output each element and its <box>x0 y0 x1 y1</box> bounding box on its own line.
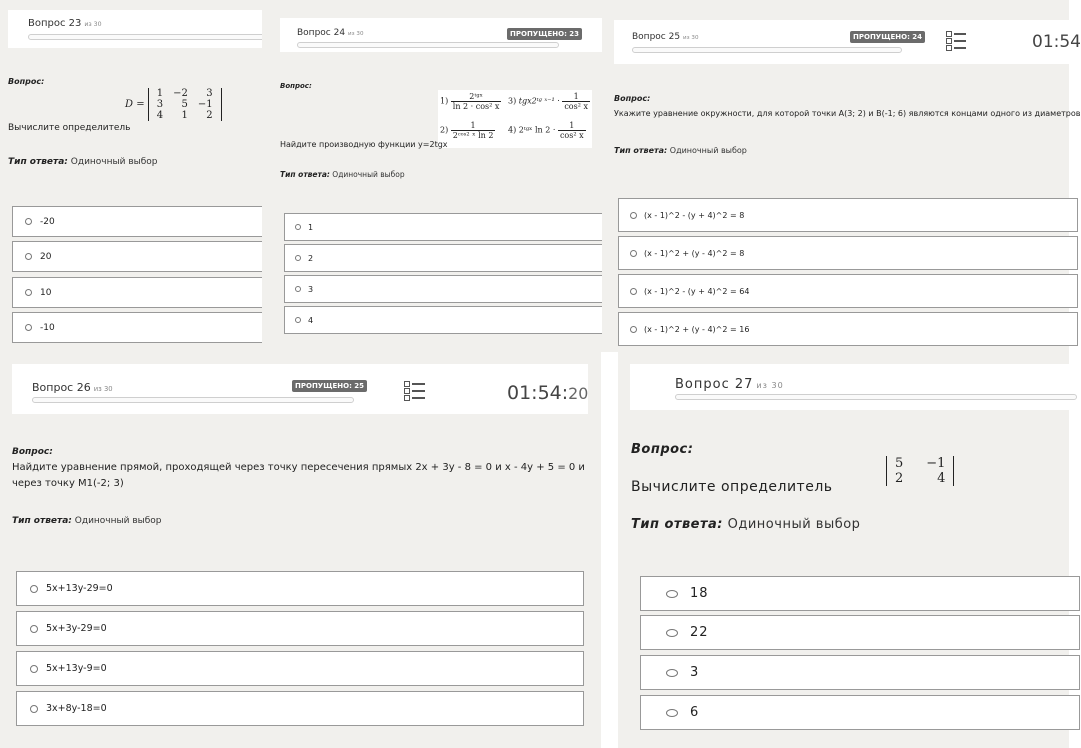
matrix-cell: 5 <box>181 99 188 110</box>
progress-bar <box>297 42 559 48</box>
option-label: 5x+3y-29=0 <box>46 623 107 634</box>
denominator: ln 2 · cos² x <box>452 102 500 111</box>
matrix-cell: 1 <box>181 110 188 121</box>
radio-button[interactable] <box>25 218 32 225</box>
answer-type-label: Тип ответа: <box>12 516 72 526</box>
question-24-title <box>297 28 364 38</box>
progress-bar <box>32 397 354 403</box>
numerator: 2ᵗᵍˣ <box>451 92 502 102</box>
fraction <box>558 121 586 140</box>
option-label: 3x+8y-18=0 <box>46 703 107 714</box>
numerator: 1 <box>562 92 590 102</box>
question-label: Вопрос: <box>614 94 651 103</box>
option-label: (x - 1)^2 - (y + 4)^2 = 8 <box>644 210 745 220</box>
answer-type-value: Одиночный выбор <box>669 146 747 155</box>
answer-option[interactable] <box>284 244 614 272</box>
question-25-panel <box>602 0 1081 352</box>
radio-button[interactable] <box>666 629 678 637</box>
progress-bar <box>28 34 270 40</box>
question-25-header <box>614 20 1081 64</box>
question-23-title <box>28 18 102 29</box>
matrix-cell: −1 <box>197 99 213 110</box>
option-label: (x - 1)^2 - (y + 4)^2 = 64 <box>644 286 750 296</box>
formula-prefix: tgx2ᵗᵍ ˣ⁻¹ · <box>518 96 560 106</box>
option-label: 5x+13y-29=0 <box>46 583 113 594</box>
question-23-header <box>8 10 262 48</box>
answer-option[interactable] <box>618 312 1078 346</box>
radio-button[interactable] <box>30 665 38 673</box>
question-total: из 30 <box>84 21 102 28</box>
option-label: -10 <box>40 322 55 333</box>
determinant-matrix <box>886 456 954 486</box>
radio-button[interactable] <box>295 224 301 230</box>
answer-option[interactable] <box>618 198 1078 232</box>
question-number: Вопрос 24 <box>297 28 346 38</box>
option-label: 6 <box>690 705 700 720</box>
option-label: (x - 1)^2 + (y - 4)^2 = 8 <box>644 248 745 258</box>
answer-type <box>280 170 405 179</box>
option-label: 20 <box>40 251 52 262</box>
fraction <box>451 92 502 111</box>
radio-button[interactable] <box>666 590 678 598</box>
question-text: Вычислите определитель <box>631 479 833 495</box>
radio-button[interactable] <box>630 212 637 219</box>
skipped-badge: ПРОПУЩЕНО: 24 <box>850 31 925 43</box>
matrix-cell: 4 <box>156 110 164 121</box>
denominator: cos² x <box>559 131 584 140</box>
question-25-title <box>632 32 699 42</box>
question-number: Вопрос 23 <box>28 18 82 29</box>
radio-button[interactable] <box>630 250 637 257</box>
answer-option[interactable] <box>16 611 584 646</box>
answer-option[interactable] <box>640 615 1080 650</box>
fraction <box>451 121 496 140</box>
question-text: Укажите уравнение окружности, для которой точки A(3; 2) и B(-1; 6) являются концами одного из диаметров <box>614 109 1081 118</box>
radio-button[interactable] <box>25 289 32 296</box>
answer-option[interactable] <box>618 274 1078 308</box>
determinant-formula <box>886 456 954 486</box>
formula-1 <box>440 92 501 111</box>
answer-type <box>614 146 747 155</box>
question-number: Вопрос 26 <box>32 381 91 394</box>
answer-option[interactable] <box>12 206 272 237</box>
determinant-formula <box>125 88 222 121</box>
option-label: 3 <box>308 284 314 294</box>
answer-formulas-image <box>438 90 592 148</box>
answer-option[interactable] <box>12 277 272 308</box>
question-label: Вопрос: <box>631 442 694 457</box>
question-26-header <box>12 364 588 414</box>
progress-bar <box>632 47 902 53</box>
option-label: 1 <box>308 222 314 232</box>
progress-bar <box>675 394 1077 400</box>
formula-number: 1) <box>440 96 449 106</box>
answer-type <box>631 517 860 532</box>
numerator: 1 <box>558 121 586 131</box>
radio-button[interactable] <box>666 709 678 717</box>
radio-button[interactable] <box>666 669 678 677</box>
skipped-badge: ПРОПУЩЕНО: 25 <box>292 380 367 392</box>
question-label: Вопрос: <box>8 77 45 86</box>
formula-prefix: 2ᵗᵍˣ ln 2 · <box>518 125 556 135</box>
formula-number: 4) <box>508 125 517 135</box>
matrix-cell: 4 <box>937 471 946 486</box>
question-text: Найдите уравнение прямой, проходящей через точку пересечения прямых 2x + 3y - 8 = 0 и x - 4y + 5 = 0 и через точку M1(-2; 3) <box>12 462 585 489</box>
question-text: Вычислите определитель <box>8 123 131 133</box>
formula-4 <box>508 121 586 140</box>
question-list-icon[interactable] <box>412 383 425 404</box>
answer-type <box>8 157 158 167</box>
question-27-header <box>630 364 1069 410</box>
question-27-panel <box>618 352 1069 748</box>
answer-option[interactable] <box>640 695 1080 730</box>
answer-option[interactable] <box>284 275 614 303</box>
radio-button[interactable] <box>630 326 637 333</box>
question-26-title <box>32 381 113 394</box>
timer-seconds: 20 <box>568 384 589 403</box>
question-total: из 30 <box>683 35 699 41</box>
question-text: Найдите производную функции y=2tgx <box>280 140 448 149</box>
matrix-cell: −2 <box>173 88 188 99</box>
answer-type-label: Тип ответа: <box>8 157 68 167</box>
determinant-matrix <box>148 88 222 121</box>
matrix-cell: 3 <box>206 88 213 99</box>
radio-button[interactable] <box>30 585 38 593</box>
answer-type-value: Одиночный выбор <box>332 170 405 179</box>
radio-button[interactable] <box>25 253 32 260</box>
answer-type <box>12 516 162 526</box>
question-24-header <box>280 18 602 52</box>
question-number: Вопрос 25 <box>632 32 681 42</box>
question-total: из 30 <box>756 381 784 390</box>
answer-option[interactable] <box>16 651 584 686</box>
answer-option[interactable] <box>640 576 1080 611</box>
answer-option[interactable] <box>12 312 272 343</box>
option-label: 2 <box>308 253 314 263</box>
answer-option[interactable] <box>12 241 272 272</box>
radio-button[interactable] <box>295 317 301 323</box>
option-label: (x - 1)^2 + (y - 4)^2 = 16 <box>644 324 750 334</box>
radio-button[interactable] <box>30 705 38 713</box>
answer-type-label: Тип ответа: <box>631 517 723 532</box>
question-27-title <box>675 377 784 392</box>
timer <box>507 382 588 404</box>
question-label: Вопрос: <box>12 447 53 457</box>
answer-option[interactable] <box>284 213 614 241</box>
denominator: 2ᶜᵒˢ² ˣ ln 2 <box>452 131 494 140</box>
option-label: 4 <box>308 315 314 325</box>
answer-type-value: Одиночный выбор <box>74 516 162 526</box>
radio-button[interactable] <box>295 286 301 292</box>
answer-option[interactable] <box>640 655 1080 690</box>
question-label: Вопрос: <box>280 82 312 90</box>
timer: 01:54 <box>1032 32 1081 52</box>
question-list-icon[interactable] <box>954 33 966 54</box>
option-label: 3 <box>690 665 700 680</box>
fraction <box>562 92 590 111</box>
question-total: из 30 <box>348 31 364 37</box>
numerator: 1 <box>451 121 496 131</box>
formula-number: 2) <box>440 125 449 135</box>
question-24-panel <box>262 0 602 352</box>
formula-2 <box>440 121 495 140</box>
answer-type-value: Одиночный выбор <box>727 517 861 532</box>
answer-option[interactable] <box>16 571 584 606</box>
matrix-cell: 2 <box>206 110 213 121</box>
matrix-cell: 5 <box>895 456 904 471</box>
radio-button[interactable] <box>30 625 38 633</box>
formula-number: 3) <box>508 96 517 106</box>
timer-main: 01:54: <box>507 382 569 404</box>
formula-3 <box>508 92 590 111</box>
option-label: 10 <box>40 287 52 298</box>
answer-type-label: Тип ответа: <box>280 170 330 179</box>
question-23-panel <box>0 0 262 352</box>
question-26-panel <box>0 352 601 748</box>
answer-type-label: Тип ответа: <box>614 146 668 155</box>
question-number: Вопрос 27 <box>675 377 754 392</box>
answer-option[interactable] <box>618 236 1078 270</box>
determinant-label: D = <box>125 99 145 110</box>
radio-button[interactable] <box>25 324 32 331</box>
radio-button[interactable] <box>630 288 637 295</box>
skipped-badge: ПРОПУЩЕНО: 23 <box>507 28 582 40</box>
option-label: 5x+13y-9=0 <box>46 663 107 674</box>
option-label: -20 <box>40 216 55 227</box>
denominator: cos² x <box>564 102 588 111</box>
matrix-cell: 3 <box>156 99 164 110</box>
answer-option[interactable] <box>16 691 584 726</box>
option-label: 18 <box>690 586 709 601</box>
question-total: из 30 <box>93 385 113 393</box>
answer-type-value: Одиночный выбор <box>70 157 158 167</box>
matrix-cell: 1 <box>156 88 164 99</box>
radio-button[interactable] <box>295 255 301 261</box>
option-label: 22 <box>690 625 709 640</box>
answer-option[interactable] <box>284 306 614 334</box>
matrix-cell: 2 <box>895 471 904 486</box>
matrix-cell: −1 <box>926 456 946 471</box>
